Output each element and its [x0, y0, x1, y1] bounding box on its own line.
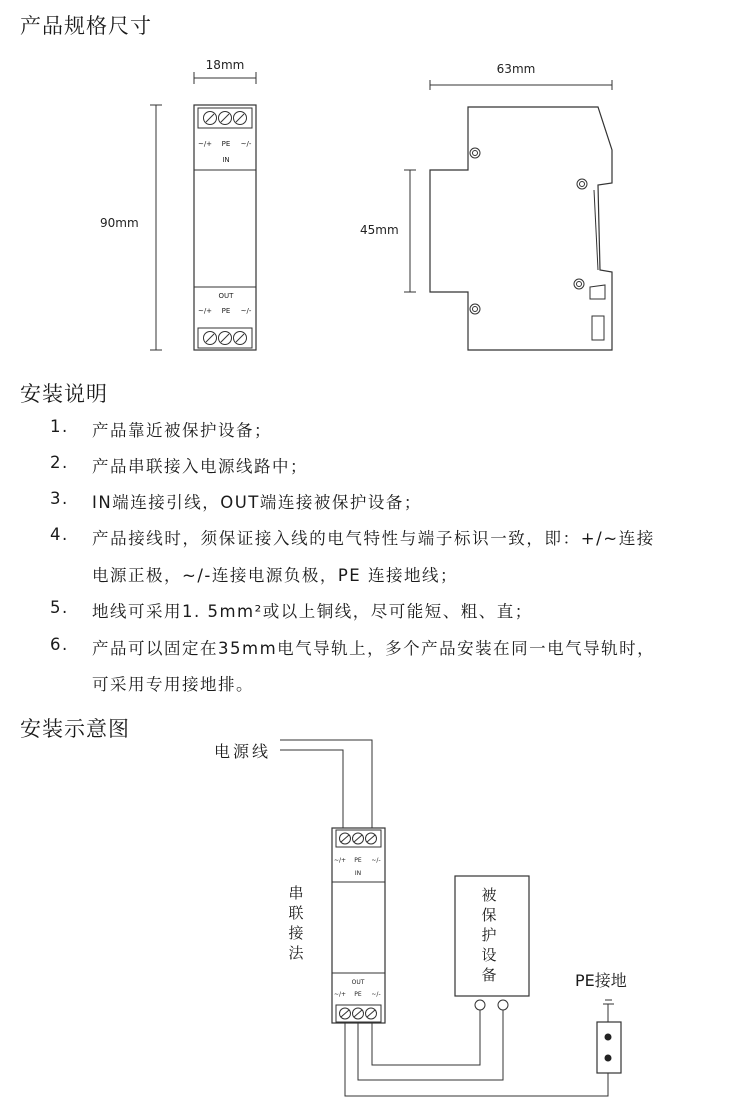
instruction-text: 电源正极，~/-连接电源负极，PE 连接地线； — [92, 566, 458, 585]
instruction-number: 2. — [50, 453, 69, 472]
side-depth-dimension — [430, 62, 612, 90]
diagram-top-terminal-right: ~/- — [371, 857, 381, 864]
protected-device-text: 被保护设备 — [481, 886, 497, 984]
install-diagram — [0, 730, 750, 1118]
height-label: 90mm — [100, 216, 139, 230]
pe-ground-label: PE接地 — [575, 971, 627, 990]
instruction-text: 产品串联接入电源线路中； — [92, 457, 308, 476]
device-side-view — [430, 107, 612, 350]
front-bottom-terminal-left: ~/+ — [197, 307, 213, 315]
front-top-terminal-mid: PE — [221, 140, 231, 148]
instruction-number: 5. — [50, 598, 69, 617]
front-in-label: IN — [222, 156, 230, 164]
side-rail-dimension — [360, 170, 416, 292]
diagram-device — [332, 828, 385, 1023]
instruction-number: 1. — [50, 417, 69, 436]
diagram-top-terminal-left: ~/+ — [333, 857, 347, 864]
instruction-number: 4. — [50, 525, 69, 544]
device-front-view — [194, 105, 256, 350]
diagram-top-terminal-mid: PE — [354, 857, 362, 864]
diagram-in-label: IN — [354, 870, 362, 877]
instruction-text: IN端连接引线，OUT端连接被保护设备； — [92, 493, 422, 512]
depth-side-label: 63mm — [496, 62, 536, 76]
series-connection-text: 串联接法 — [288, 884, 304, 962]
front-bottom-terminal-right: ~/- — [240, 307, 252, 315]
spec-drawing — [0, 0, 750, 360]
rail-height-label: 45mm — [360, 223, 399, 237]
width-front-label: 18mm — [205, 58, 245, 72]
front-bottom-terminal-mid: PE — [221, 307, 231, 315]
diagram-bottom-terminal-left: ~/+ — [333, 991, 347, 998]
protected-equipment — [455, 876, 529, 1010]
diagram-out-label: OUT — [351, 979, 365, 986]
instruction-number: 6. — [50, 635, 69, 654]
ground-terminal — [597, 1000, 621, 1073]
power-line-wires — [280, 740, 372, 830]
instruction-text: 产品接线时，须保证接入线的电气特性与端子标识一致，即：+/~连接 — [92, 529, 655, 548]
diagram-bottom-terminal-right: ~/- — [371, 991, 381, 998]
front-top-terminal-right: ~/- — [240, 140, 252, 148]
front-top-terminal-left: ~/+ — [197, 140, 213, 148]
power-line-label: 电源线 — [214, 742, 272, 761]
diagram-title: 安装示意图 — [20, 717, 130, 741]
instruction-text: 可采用专用接地排。 — [92, 675, 254, 694]
instruction-number: 3. — [50, 489, 69, 508]
front-width-dimension — [194, 58, 256, 84]
instruction-text: 产品可以固定在35mm电气导轨上，多个产品安装在同一电气导轨时， — [92, 639, 656, 658]
front-out-label: OUT — [218, 292, 234, 300]
install-title: 安装说明 — [20, 382, 108, 406]
instruction-text: 产品靠近被保护设备； — [92, 421, 272, 440]
spec-title: 产品规格尺寸 — [20, 14, 152, 38]
diagram-bottom-terminal-mid: PE — [354, 991, 362, 998]
instruction-text: 地线可采用1. 5mm²或以上铜线，尽可能短、粗、直； — [92, 602, 533, 621]
front-height-dimension — [100, 105, 162, 350]
